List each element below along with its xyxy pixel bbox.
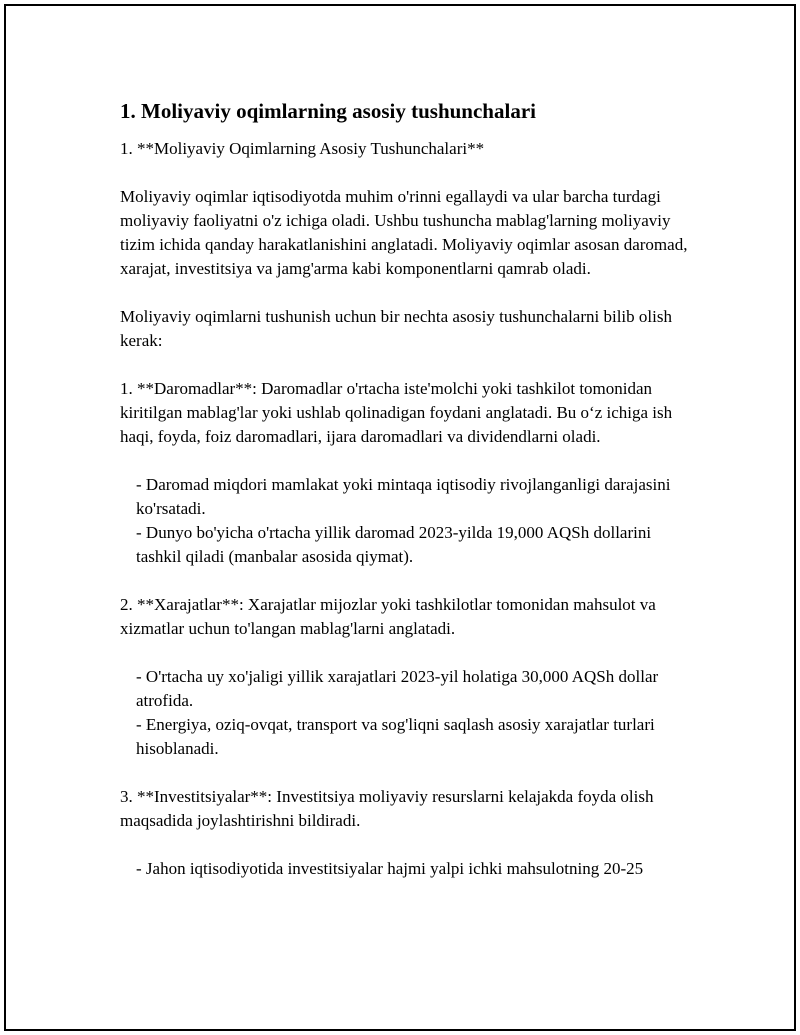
list-item-expenses-average: - O'rtacha uy xo'jaligi yillik xarajatlari 2023-yil holatiga 30,000 AQSh dollar atrofida. [136,667,659,710]
page-frame [4,4,796,1031]
paragraph-intro: Moliyaviy oqimlar iqtisodiyotda muhim o'rinni egallaydi va ular barcha turdagi moliyaviy faoliyatni o'z ichiga oladi. Ushbu tushuncha mablag'larning moliyaviy tizim ichida qanday harakatlanishini anglatadi. Moliyaviy oqimlar asosan daromad, xarajat, investitsiya va jamg'arma kabi komponentlarni qamrab oladi. [120,187,688,278]
list-item-income-average: - Dunyo bo'yicha o'rtacha yillik daromad 2023-yilda 19,000 AQSh dollarini tashkil qiladi (manbalar asosida qiymat). [136,523,652,566]
paragraph-investments: 3. **Investitsiyalar**: Investitsiya moliyaviy resurslarni kelajakda foyda olish maqsadida joylashtirishni bildiradi. [120,787,654,830]
paragraph-heading: 1. **Moliyaviy Oqimlarning Asosiy Tushunchalari** [120,139,485,158]
document-body [120,98,700,881]
list-item-expenses-types: - Energiya, oziq-ovqat, transport va sog'liqni saqlash asosiy xarajatlar turlari hisoblanadi. [136,715,655,758]
list-item-income-level: - Daromad miqdori mamlakat yoki mintaqa iqtisodiy rivojlanganligi darajasini ko'rsatadi. [136,475,671,518]
paragraph-concepts-lead: Moliyaviy oqimlarni tushunish uchun bir nechta asosiy tushunchalarni bilib olish kerak: [120,307,672,350]
section-title: 1. Moliyaviy oqimlarning asosiy tushunchalari [120,99,536,123]
paragraph-expenses: 2. **Xarajatlar**: Xarajatlar mijozlar yoki tashkilotlar tomonidan mahsulot va xizmatlar uchun to'langan mablag'larni anglatadi. [120,595,656,638]
paragraph-income: 1. **Daromadlar**: Daromadlar o'rtacha iste'molchi yoki tashkilot tomonidan kiritilgan mablag'lar yoki ushlab qolinadigan foydani anglatadi. Bu o‘z ichiga ish haqi, foyda, foiz daromadlari, ijara daromadlari va dividendlarni oladi. [120,379,673,446]
list-item-investments-volume: - Jahon iqtisodiyotida investitsiyalar hajmi yalpi ichki mahsulotning 20-25 [136,859,644,878]
